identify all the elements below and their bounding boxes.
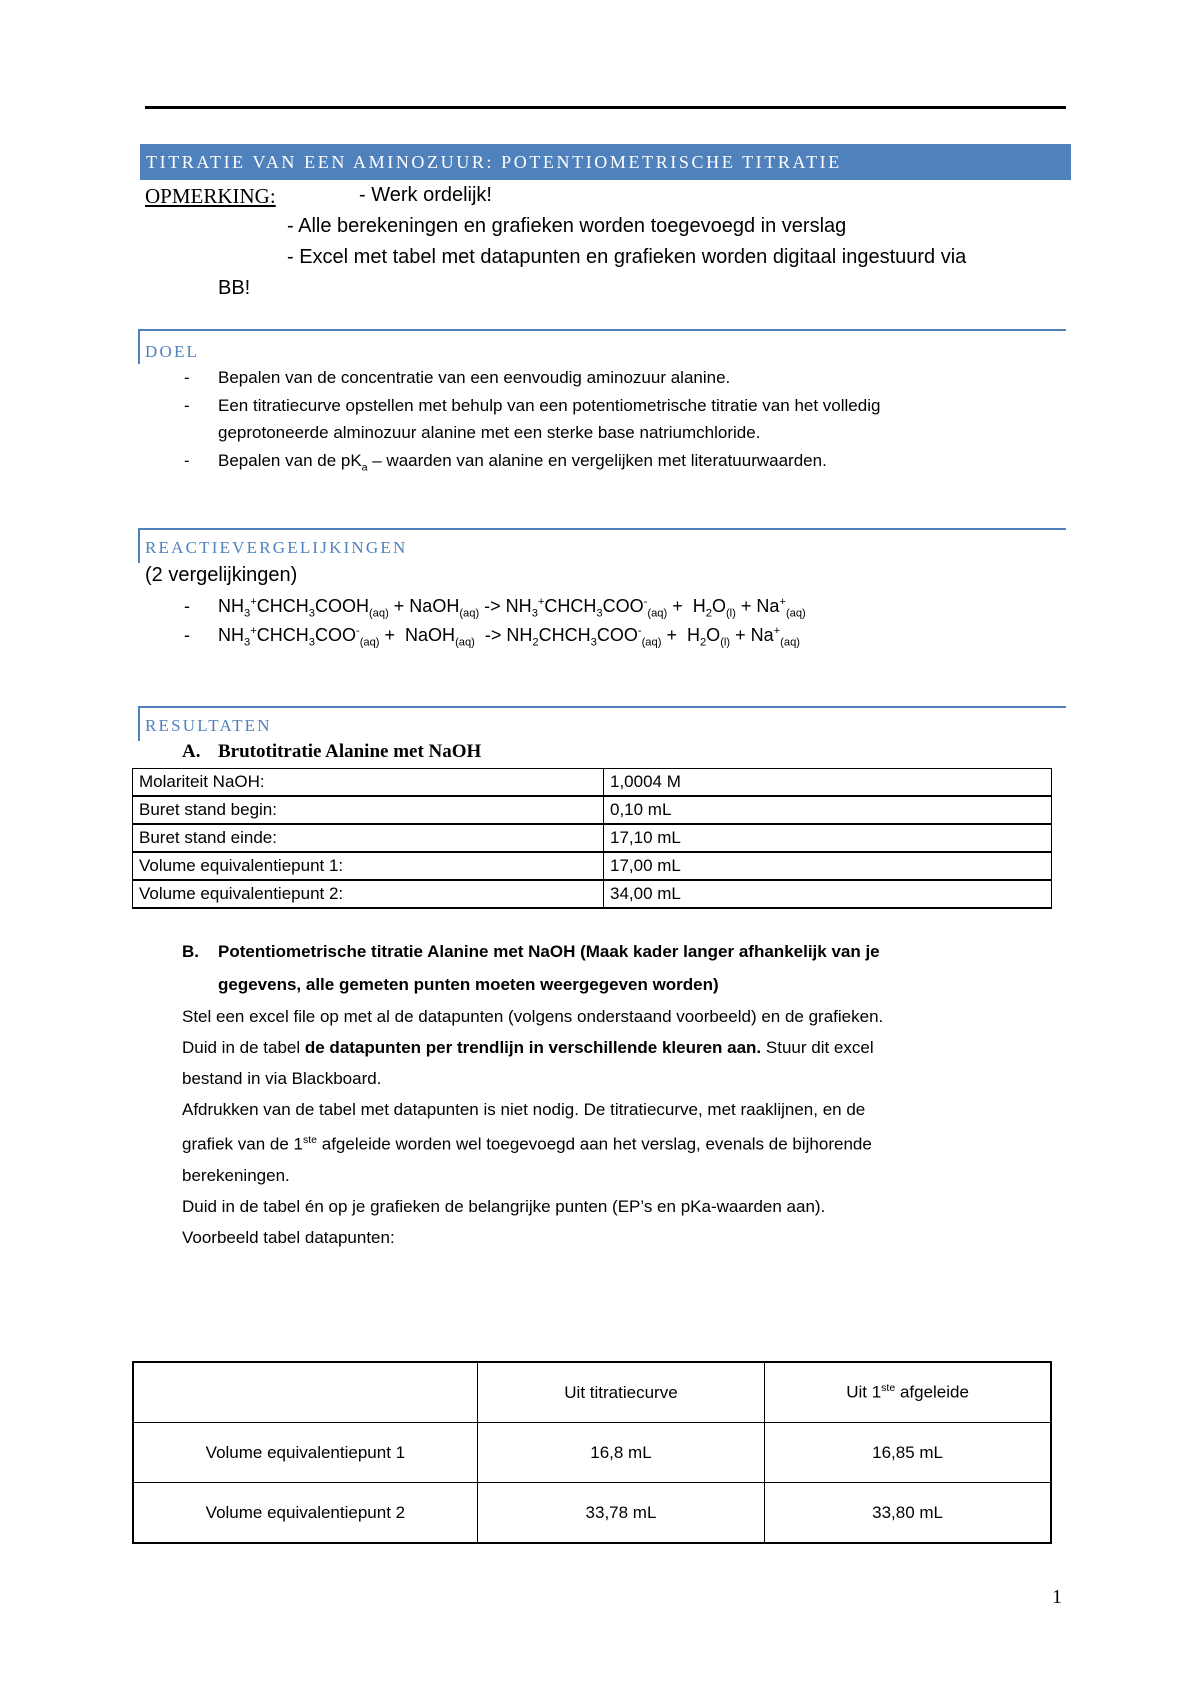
reacties-heading: REACTIEVERGELIJKINGEN [145,538,408,557]
reacties-rule [138,528,1066,530]
doel-item-1-text: Bepalen van de concentratie van een eenvoudig aminozuur alanine. [218,368,731,387]
example-data-table [132,1361,1052,1544]
resultaten-bar [138,706,140,741]
opmerking-line-2: - Alle berekeningen en grafieken worden toegevoegd in verslag [287,215,847,237]
example-cell-label: Volume equivalentiepunt 1 [133,1423,477,1483]
example-cell-curve: 33,78 mL [477,1483,764,1544]
section-a-letter: A. [182,741,201,762]
example-cell-deriv: 16,85 mL [765,1423,1051,1483]
section-a-title: Brutotitratie Alanine met NaOH [218,741,482,762]
document-title: TITRATIE VAN EEN AMINOZUUR: POTENTIOMETRISCHE TITRATIE [140,144,1071,180]
results-value: 0,10 mL [604,796,1052,824]
results-label: Volume equivalentiepunt 1: [133,852,604,880]
results-value: 1,0004 M [604,769,1052,797]
results-value: 34,00 mL [604,880,1052,908]
example-header-deriv: Uit 1ste afgeleide [765,1362,1051,1423]
section-b-title-2: gegevens, alle gemeten punten moeten weergegeven worden) [218,975,719,994]
doel-item-1: - Bepalen van de concentratie van een eenvoudig aminozuur alanine. [184,368,731,387]
reacties-subheading: (2 vergelijkingen) [145,564,298,586]
results-value: 17,00 mL [604,852,1052,880]
reaction-1: - $NH_3^+CHCH_3COOH_{(aq)}$ + NaOH$_{(aq)}$ -> $NH_3^+CHCH_3COO^-_{(aq)} + H_2O_{(l)} + Na^+_{(aq)}$ [184,596,806,620]
instruction-4: Afdrukken van de tabel met datapunten is niet nodig. De titratiecurve, met raaklijnen, en de [182,1100,866,1119]
doel-item-3: - Bepalen van de $pK_a$ – waarden van alanine en vergelijken met literatuurwaarden. [184,451,827,474]
example-row [133,1423,1051,1483]
doel-item-2: - Een titratiecurve opstellen met behulp van een potentiometrische titratie van het volledig [184,396,881,415]
instruction-1: Stel een excel file op met al de datapunten (volgens onderstaand voorbeeld) en de grafieken. [182,1007,884,1026]
doel-heading: DOEL [145,342,200,361]
results-label: Buret stand begin: [133,796,604,824]
instructions [182,1001,1062,1253]
results-row [133,852,1052,880]
example-cell-deriv: 33,80 mL [765,1483,1051,1544]
example-header-empty [133,1362,477,1423]
doel-bar [138,329,140,364]
reaction-2: - $NH_3^+CHCH_3COO^-_{(aq)}$ + NaOH$_{(aq)}$ -> $NH_2CHCH_3COO^-_{(aq)} + H_2O_{(l)} + Na^+_{(aq)}$ [184,625,800,649]
results-table [132,768,1052,909]
results-row [133,796,1052,824]
example-cell-label: Volume equivalentiepunt 2 [133,1483,477,1544]
page-number: 1 [1052,1586,1062,1608]
opmerking-label: OPMERKING: [145,184,276,208]
doel-item-2-cont: geprotoneerde alminozuur alanine met een sterke base natriumchloride. [218,423,761,442]
opmerking-line-4: BB! [218,277,251,299]
opmerking-line-3: - Excel met tabel met datapunten en grafieken worden digitaal ingestuurd via [287,246,967,268]
reacties-bar [138,528,140,563]
doel-item-2-text: Een titratiecurve opstellen met behulp van een potentiometrische titratie van het volledig [218,396,881,415]
example-row [133,1483,1051,1544]
instruction-6: berekeningen. [182,1165,290,1185]
resultaten-heading: RESULTATEN [145,716,272,735]
instruction-5: grafiek van de 1ste afgeleide worden wel toegevoegd aan het verslag, evenals de bijhorende [182,1134,872,1154]
example-cell-curve: 16,8 mL [477,1423,764,1483]
resultaten-rule [138,706,1066,708]
results-row [133,824,1052,852]
results-value: 17,10 mL [604,824,1052,852]
results-label: Molariteit NaOH: [133,769,604,797]
results-row [133,880,1052,908]
results-label: Volume equivalentiepunt 2: [133,880,604,908]
example-header-row [133,1362,1051,1423]
results-row [133,769,1052,797]
opmerking-line-1: - Werk ordelijk! [359,184,492,206]
instruction-2: Duid in de tabel de datapunten per trendlijn in verschillende kleuren aan. Stuur dit excel [182,1038,874,1057]
top-rule [145,106,1066,109]
instruction-7: Duid in de tabel én op je grafieken de belangrijke punten (EP’s en pKa-waarden aan). [182,1196,826,1216]
instruction-8: Voorbeeld tabel datapunten: [182,1227,395,1247]
example-header-curve: Uit titratiecurve [477,1362,764,1423]
section-b-title-1: Potentiometrische titratie Alanine met NaOH (Maak kader langer afhankelijk van je [218,942,880,961]
section-b-letter: B. [182,942,199,961]
instruction-3: bestand in via Blackboard. [182,1069,382,1088]
results-label: Buret stand einde: [133,824,604,852]
doel-rule [138,329,1066,331]
